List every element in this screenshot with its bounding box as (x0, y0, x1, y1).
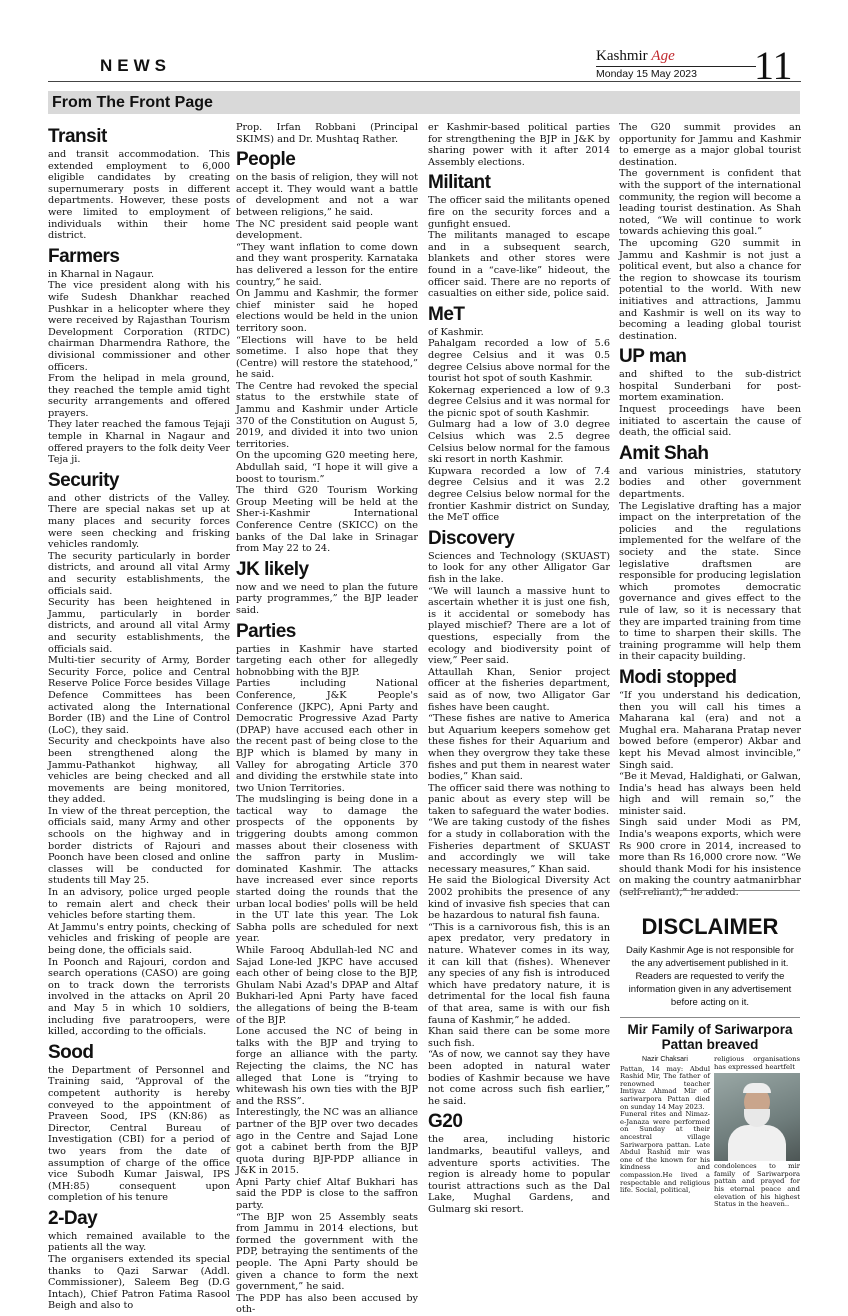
article-paragraph: Lone accused the NC of being in talks with the BJP and trying to forge an alliance with the party. Rejecting the claims, the NC has alleged that Lone is “trying to whitewash his own ties with the BJP and the RSS”. (236, 1026, 418, 1107)
page-number: 11 (754, 43, 793, 88)
article-paragraph: and transit accommodation. This extended employment to 6,000 eligible candidates by creating supernumerary posts in different departments. However, these posts were limited to employment of individuals within their home district. (48, 149, 230, 242)
article-paragraph: At Jammu's entry points, checking of vehicles and frisking of people are being done, the officials said. (48, 921, 230, 956)
article-headline: Militant (428, 172, 491, 194)
article-paragraph: Gulmarg had a low of 3.0 degree Celsius which was 2.5 degree Celsius below normal for the famous ski resort in north Kashmir. (428, 419, 610, 466)
article-headline: G20 (428, 1111, 463, 1133)
article-headline: Modi stopped (619, 666, 737, 688)
article-headline: Discovery (428, 527, 515, 549)
portrait-photo (714, 1073, 800, 1161)
article-headline: Sood (48, 1041, 94, 1063)
disclaimer-text: Daily Kashmir Age is not responsible for the any advertisement published in it. Readers are requested to verify the information given in any advertisement before acting on it. (626, 945, 794, 1008)
article-paragraph: “They want inflation to come down and they want prosperity. Karnataka has delivered a lesson for the entire country,” he said. (236, 241, 418, 288)
article-paragraph: Kokernag experienced a low of 9.3 degree Celsius and it was normal for the picnic spot of south Kashmir. (428, 384, 610, 419)
article-paragraph: The mudslinging is being done in a tactical way to damage the prospects of the opponents by triggering doubts among common masses about their closeness with the saffron party in Muslim-dominated Kashmir. The attacks have increased ever since reports started doing the rounds that the urban local bodies' polls will be held in the UT late this year. The Lok Sabha polls are scheduled for next year. (236, 794, 418, 945)
article-paragraph: “We will launch a massive hunt to ascertain whether it is just one fish, is it accidental or somebody has played mischief? There are a lot of questions, especially from the ecology and biodiversity point of view,” Peer said. (428, 585, 610, 667)
obituary-headline: Mir Family of Sariwarpora Pattan breaved (627, 1022, 793, 1052)
byline: Nazir Chaksari (642, 1056, 688, 1063)
article-paragraph: Sciences and Technology (SKUAST) to look for any other Alligator Gar fish in the lake. (428, 550, 610, 585)
header-divider (48, 81, 801, 82)
article-paragraph: He said the Biological Diversity Act 2002 prohibits the presence of any kind of invasive fish species that can be hazardous to natural fish fauna. (428, 875, 610, 922)
article-paragraph: Inquest proceedings have been initiated to ascertain the cause of death, the official said. (619, 404, 801, 439)
obituary-text: Pattan, 14 may: Abdul Rashid Mir, The father of renowned teacher Imtiyaz Ahmad Mir of sariwarpora Pattan died on sunday 14 May 2023. Funeral rites and Nimaz-e-Janaza were performed on Sunday at their ancestral village Sariwarpora pattan. Late Abdul Rashid mir was one of the known for his kindness and compassion.He lived a respectable and religious life. Social, political, (620, 1064, 710, 1195)
article-paragraph: The organisers extended its special thanks to Qazi Sarwar (Addl. Commissioner), Saleem Beg (D.G Intach), Chief Patron Fatima Rasool Beigh and also to (48, 1254, 230, 1312)
article-paragraph: The security particularly in border districts, and around all vital Army and security establishments, the officials said. (48, 550, 230, 597)
article-headline: Amit Shah (619, 442, 709, 464)
article-paragraph: Khan said there can be some more such fish. (428, 1026, 610, 1049)
article-column-4 (619, 122, 801, 899)
article-headline: MeT (428, 303, 465, 325)
disclaimer-box (620, 890, 800, 1014)
article-paragraph: The NC president said people want development. (236, 218, 418, 242)
article-paragraph: on the basis of religion, they will not accept it. They would want a battle of development and not a war between religions,” he said. (236, 172, 418, 218)
article-headline: Farmers (48, 245, 120, 267)
disclaimer-title: DISCLAIMER (641, 914, 779, 939)
article-paragraph: The vice president along with his wife Sudesh Dhankhar reached Pushkar in a helicopter where they were received by Rajasthan Tourism Development Corporation (RTDC) chairman Dharmendra Rathore, the divisional commissioner and other officers. (48, 280, 230, 373)
article-paragraph: Kupwara recorded a low of 7.4 degree Celsius and it was 2.2 degree Celsius below normal for the frontier Kashmir district on Sunday, the MeT office (428, 465, 610, 524)
article-paragraph: On Jammu and Kashmir, the former chief minister said he hoped elections would be held in the union territory soon. (236, 288, 418, 334)
article-column-2 (236, 122, 418, 1316)
article-paragraph: “Elections will have to be held sometime. I also hope that they (Centre) will restore the statehood,” he said. (236, 334, 418, 381)
article-paragraph: “The BJP won 25 Assembly seats from Jammu in 2014 elections, but formed the government with the PDP, betraying the sentiments of the people. The Apni Party should be given a chance to form the next government,” he said. (236, 1211, 418, 1293)
article-paragraph: The Legislative drafting has a major impact on the interpretation of the policies and the regulations implemented for the welfare of the society and the state. Since legislative draftsmen are responsible for producing legislation which promotes democratic governance and gives effect to the rule of law, so it is necessary that they are imparted training from time to time to sharpen their skills. The training programme will help them in their capacity building. (619, 500, 801, 663)
article-paragraph: The upcoming G20 summit in Jammu and Kashmir is not just a political event, but also a chance for the region to showcase its tourism potential to the world. With new initiatives and attractions, Jammu and Kashmir is well on its way to becoming a leading global tourist destination. (619, 237, 801, 342)
article-paragraph: “Be it Mevad, Haldighati, or Galwan, India's head has always been held high and will remain so,” the minister said. (619, 771, 801, 817)
brand-name-text: Kashmir (596, 48, 648, 64)
article-paragraph: The PDP has also been accused by oth- (236, 1292, 418, 1316)
article-paragraph: er Kashmir-based political parties for strengthening the BJP in J&K by sharing power with it after 2014 Assembly elections. (428, 122, 610, 168)
article-paragraph: Attaullah Khan, Senior project officer at the fisheries department, said as of now, two Alligator Gar fishes have been caught. (428, 666, 610, 713)
article-paragraph: Apni Party chief Altaf Bukhari has said the PDP is close to the saffron party. (236, 1176, 418, 1212)
obituary-text-end: condolences to mir family of Sariwarpora pattan and prayed for his eternal peace and elevation of his highest Status in the heaven.. (714, 1162, 800, 1209)
article-paragraph: The officer said the militants opened fire on the security forces and a gunfight ensued. (428, 195, 610, 230)
article-headline: JK likely (236, 558, 309, 580)
section-title-bar (48, 91, 800, 114)
article-headline: Transit (48, 126, 107, 147)
section-label: NEWS (100, 56, 171, 75)
brand-name-accent: Age (651, 48, 675, 64)
article-paragraph: Interestingly, the NC was an alliance partner of the BJP over two decades ago in the Centre and Sajad Lone got a cabinet berth from the BJP quota during BJP-PDP alliance in J&K in 2015. (236, 1107, 418, 1177)
article-paragraph: in Kharnal in Nagaur. (48, 268, 155, 280)
masthead (596, 48, 756, 80)
issue-date: Monday 15 May 2023 (596, 66, 756, 80)
article-column-3 (428, 122, 610, 1272)
article-paragraph: The G20 summit provides an opportunity for Jammu and Kashmir to emerge as a major global tourist destination. (619, 122, 801, 168)
article-paragraph: The Centre had revoked the special status to the erstwhile state of Jammu and Kashmir under Article 370 of the Constitution on August 5, 2019, and divided it into two union territories. (236, 380, 418, 450)
article-paragraph: “These fishes are native to America but Aquarium keepers somehow get these fishes for their Aquarium and when they overgrow they take these fishes and put them in nearest water bodies,” Khan said. (428, 713, 610, 783)
article-paragraph: the area, including historic landmarks, beautiful valleys, and adventure sports activities. The region is already home to popular tourist attractions such as the Dal Lake, Mughal Gardens, and Gulmarg ski resort. (428, 1134, 610, 1215)
article-paragraph: The government is confident that with the support of the international community, the region will become a leading tourist destination. As Shah noted, “We will continue to work towards achieving this goal.” (619, 168, 801, 238)
obituary-right-column (714, 1056, 800, 1209)
article-paragraph: Parties including National Conference, J&K People's Conference (JKPC), Apni Party and Democratic Progressive Azad Party (DPAP) have accused each other in the recent past of being close to the BJP which is blamed by many in Valley for abrogating Article 370 and dividing the erstwhile state into two Union Territories. (236, 678, 418, 794)
article-paragraph: the Department of Personnel and Training said, “Approval of the competent authority is hereby conveyed to the appointment of Praveen Sood, IPS (KN:86) as Director, Central Bureau of Investigation (CBI) for a period of two years from the date of assumption of charge of the office vice Subodh Kumar Jaiswal, IPS (MH:85) consequent upon completion of his tenure (48, 1064, 230, 1204)
article-paragraph: The officer said there was nothing to panic about as every step will be taken to safeguard the water bodies. (428, 782, 610, 817)
article-paragraph: Pahalgam recorded a low of 5.6 degree Celsius and it was 0.5 degree Celsius above normal for the tourist hot spot of south Kashmir. (428, 338, 610, 385)
article-paragraph: which remained available to the patients all the way. (48, 1230, 230, 1254)
article-paragraph: “This is a carnivorous fish, this is an apex predator, very predatory in nature. Whatever comes in its way, it can kill that (fishes). Whenever any species of any fish is introduced which have predatory nature, it is detrimental for the local fish fauna of that area, same is with our fish fauna of Kashmir,” he added. (428, 921, 610, 1026)
section-title: From The Front Page (52, 94, 213, 111)
brand-name (596, 48, 756, 65)
article-headline: People (236, 149, 296, 171)
obituary-left-column (620, 1056, 710, 1195)
article-paragraph: They later reached the famous Tejaji temple in Kharnal in Nagaur and offered prayers to the folk deity Veer Teja ji. (48, 419, 230, 466)
article-paragraph: Security has been heightened in Jammu, particularly in border districts, and around all vital Army and security establishments, the officials said. (48, 597, 230, 655)
article-paragraph: “As of now, we cannot say they have been adopted in natural water bodies of Kashmir because we have not come across such fish earlier,” he said. (428, 1049, 610, 1107)
article-paragraph: The third G20 Tourism Working Group Meeting will be held at the Sher-i-Kashmir International Conference Centre (SKICC) on the banks of the Dal lake in Srinagar from May 22 to 24. (236, 485, 418, 555)
article-headline: 2-Day (48, 1207, 98, 1229)
article-paragraph: of Kashmir. (428, 326, 484, 338)
article-headline: Security (48, 469, 119, 491)
article-paragraph: Security and checkpoints have also been strengthened along the Jammu-Pathankot highway, all vehicles are being checked and all movements are being monitored, they added. (48, 736, 230, 806)
article-paragraph: and shifted to the sub-district hospital Sunderbani for post-mortem examination. (619, 369, 801, 404)
article-paragraph: now and we need to plan the future party programmes,” the BJP leader said. (236, 581, 418, 616)
article-paragraph: In view of the threat perception, the officials said, many Army and other schools on the highway and in border districts of Rajouri and Poonch have been closed and online classes will be conducted for students till May 25. (48, 805, 230, 887)
article-headline: UP man (619, 346, 687, 368)
article-paragraph: and other districts of the Valley. There are special nakas set up at many places and security forces were seen checking and frisking vehicles randomly. (48, 492, 230, 551)
article-paragraph: “If you understand his dedication, then you will call his times a Maharana kal (era) and not a Mughal era. Maharana Pratap never bowed before (emperor) Akbar and kept his Mevad almost invincible,” Singh said. (619, 689, 801, 771)
article-paragraph: Prop. Irfan Robbani (Principal SKIMS) and Dr. Mushtaq Rather. (236, 122, 418, 145)
article-paragraph: and various ministries, statutory bodies and other government departments. (619, 465, 801, 501)
article-paragraph: Multi-tier security of Army, Border Security Force, police and Central Reserve Police Force besides Village Defence Committees has been activated along the International Border (IB) and the Line of Control (LoC), they said. (48, 655, 230, 736)
article-paragraph: In an advisory, police urged people to remain alert and check their vehicles before starting them. (48, 887, 230, 922)
article-column-1 (48, 122, 230, 1312)
article-paragraph: While Farooq Abdullah-led NC and Sajad Lone-led JKPC have accused each other of being close to the BJP, Ghulam Nabi Azad's DPAP and Altaf Bukhari-led Apni Party have faced the allegations of being the B-team of the BJP. (236, 945, 418, 1026)
article-headline: Parties (236, 620, 296, 642)
obituary-article (620, 1022, 800, 1272)
article-paragraph: The militants managed to escape and in a subsequent search, blankets and other stores were found in a “cave-like” hideout, the officer said. There are no reports of casualties on either side, police said. (428, 230, 610, 300)
article-paragraph: On the upcoming G20 meeting here, Abdullah said, “I hope it will give a boost to tourism.” (236, 450, 418, 485)
article-paragraph: parties in Kashmir have started targeting each other for allegedly hobnobbing with the BJP. (236, 643, 418, 678)
article-paragraph: From the helipad in mela ground, they reached the temple amid tight security arrangements and offered prayers. (48, 373, 230, 419)
obituary-text-continued: religious organisations has expressed heartfelt (714, 1055, 800, 1071)
article-paragraph: In Poonch and Rajouri, cordon and search operations (CASO) are going on to track down the terrorists involved in the attacks on April 20 and May 5 in which 10 soldiers, including five paratroopers, were killed, according to the officials. (48, 956, 230, 1038)
divider (620, 1017, 800, 1018)
article-paragraph: Singh said under Modi as PM, India's weapons exports, which were Rs 900 crore in 2014, increased to more than Rs 16,000 crore now. “We should thank Modi for his insistence on making the country aatmanirbhar (self-reliant),” he added. (619, 817, 801, 899)
article-paragraph: “We are taking custody of the fishes for a study in collaboration with the Fisheries department of SKUAST and accordingly we will take necessary measures,” Khan said. (428, 817, 610, 875)
